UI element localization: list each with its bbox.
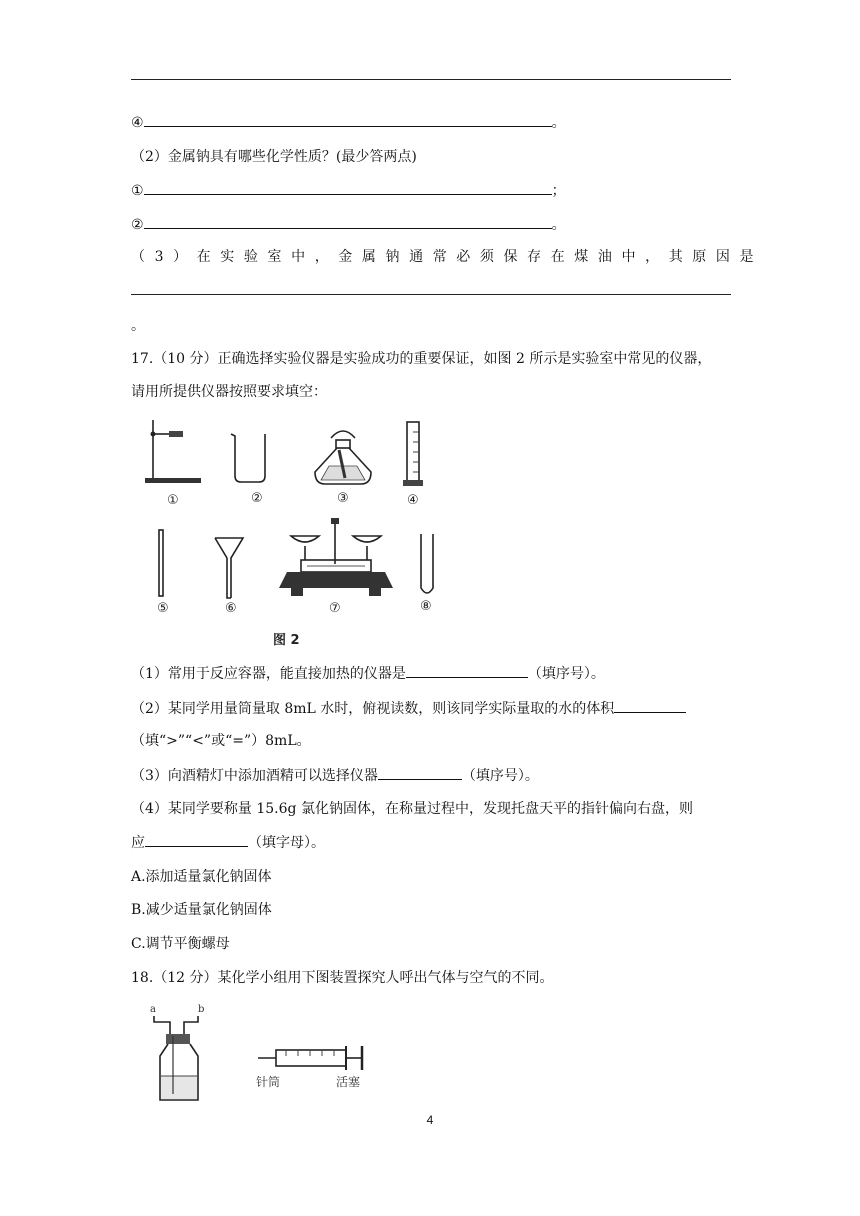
syringe-label-plunger: 活塞: [336, 1075, 361, 1089]
punct: 。: [551, 115, 566, 131]
q17-sub4-text: 应: [131, 835, 145, 851]
fig-label-1: ①: [167, 493, 179, 508]
q17-option-a: A.添加适量氯化钠固体: [131, 869, 272, 885]
q17-sub4-suffix: （填字母）。: [248, 835, 325, 851]
answer-blank-full[interactable]: [131, 294, 731, 295]
alcohol-lamp-icon: [315, 431, 371, 484]
balance-icon: [279, 518, 393, 596]
q17-stem-line1: 17.（10 分）正确选择实验仪器是实验成功的重要保证，如图 2 所示是实验室中常见的仪器，: [131, 351, 712, 367]
q16-sub2-a-line: [131, 180, 566, 201]
q17-sub4-line2: [131, 832, 325, 853]
item-marker: ①: [131, 183, 144, 199]
fig-label-3: ③: [337, 491, 349, 506]
q17-sub1-line: [131, 663, 605, 684]
answer-blank[interactable]: [144, 112, 552, 127]
figure-caption: 图 2: [273, 633, 300, 648]
test-tube-icon: [421, 534, 433, 593]
header-rule: [131, 79, 731, 80]
q17-sub3-line: [131, 765, 539, 786]
q17-option-b: B.减少适量氯化钠固体: [131, 902, 272, 918]
syringe-label-barrel: 针筒: [256, 1075, 281, 1089]
fig-label-7: ⑦: [329, 601, 341, 616]
bottle-label-b: b: [198, 1004, 205, 1015]
q16-item4-line: [131, 112, 566, 133]
q17-sub4-line1: （4）某同学要称量 15.6g 氯化钠固体，在称量过程中，发现托盘天平的指针偏向右盘，则: [131, 801, 693, 817]
answer-blank[interactable]: [144, 180, 552, 195]
q16-sub2-question: （2）金属钠具有哪些化学性质？(最少答两点): [131, 149, 417, 165]
q17-sub3-text: （3）向酒精灯中添加酒精可以选择仪器: [131, 768, 378, 784]
syringe-icon: [256, 1046, 362, 1089]
answer-blank[interactable]: [378, 765, 462, 780]
q17-sub2-line2: （填“>”“<”或“=”）8mL。: [131, 733, 311, 749]
answer-blank[interactable]: [145, 832, 248, 847]
fig-label-4: ④: [407, 493, 419, 508]
item-marker: ④: [131, 115, 144, 131]
q16-sub2-b-line: [131, 214, 566, 235]
iron-stand-icon: [145, 420, 201, 483]
beaker-icon: [231, 434, 265, 482]
punct: ；: [551, 183, 566, 199]
punct: 。: [551, 217, 566, 233]
q16-sub3-end: 。: [131, 318, 145, 334]
fig-label-5: ⑤: [157, 601, 169, 616]
q17-sub2-text: （2）某同学用量筒量取 8mL 水时，俯视读数，则该同学实际量取的水的体积: [131, 701, 615, 717]
q17-option-c: C.调节平衡螺母: [131, 936, 230, 952]
q18-stem: 18.（12 分）某化学小组用下图装置探究人呼出气体与空气的不同。: [131, 970, 554, 986]
glass-rod-icon: [159, 530, 163, 596]
bottle-label-a: a: [150, 1004, 156, 1015]
fig-label-6: ⑥: [225, 601, 237, 616]
answer-blank[interactable]: [144, 214, 552, 229]
answer-blank[interactable]: [406, 663, 528, 678]
funnel-icon: [215, 538, 243, 598]
q17-sub3-suffix: （填序号）。: [461, 768, 539, 784]
figure-2-apparatus: [131, 412, 461, 652]
item-marker: ②: [131, 217, 144, 233]
figure-q18-apparatus: [140, 1000, 390, 1106]
graduated-cylinder-icon: [403, 422, 423, 486]
q16-sub3-question: （3）在实验室中，金属钠通常必须保存在煤油中，其原因是: [131, 249, 764, 265]
fig-label-8: ⑧: [420, 599, 432, 614]
q17-stem-line2: 请用所提供仪器按照要求填空：: [131, 384, 327, 400]
page-number: 4: [426, 1113, 434, 1127]
answer-blank[interactable]: [614, 698, 686, 713]
gas-washing-bottle-icon: [150, 1004, 204, 1100]
q17-sub2-line: [131, 698, 686, 719]
fig-label-2: ②: [251, 491, 263, 506]
q17-sub1-suffix: （填序号）。: [527, 666, 605, 682]
q17-sub1-text: （1）常用于反应容器，能直接加热的仪器是: [131, 666, 406, 682]
